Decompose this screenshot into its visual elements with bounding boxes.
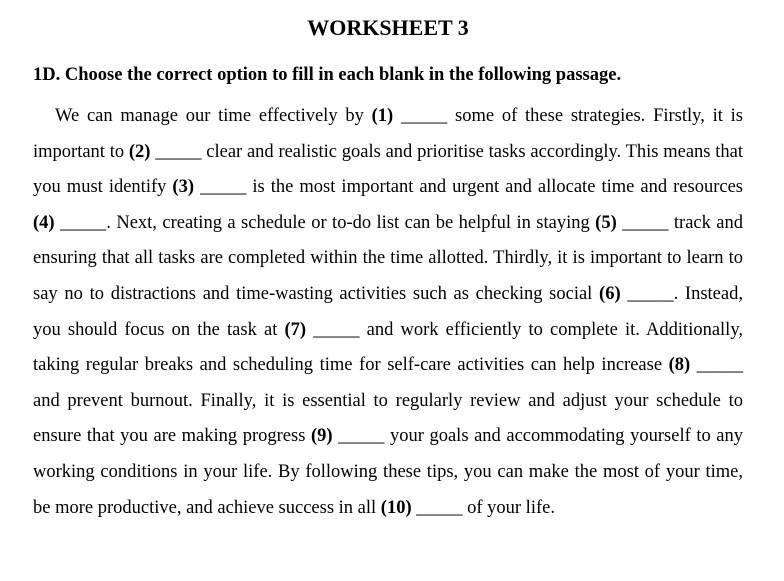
passage-text: We can manage our time effectively by [55,106,372,126]
passage-text: some of these strategies. Firstly, it is important to [33,106,743,162]
blank-line: _____ [200,177,247,198]
blank-number: (6) [599,283,621,304]
passage-text: and prevent burnout. Finally, it is essential to regularly review and adjust your schedule to ensure that you are making progress [33,390,743,447]
blank-number: (10) [380,497,412,518]
blank-number: (1) [371,106,394,126]
passage-text: clear and realistic goals and prioritise tasks accordingly. This means that you must identify [33,141,744,198]
passage-text: your goals and accommodating yourself to any working conditions in your life. By following these tips, you can make the most of your time, be more productive, and achieve success in all [33,426,743,518]
passage-text: and work efficiently to complete it. Additionally, taking regular breaks and scheduling time for self-care activities can help increase [33,319,743,376]
blank-number: (2) [128,141,151,162]
blank-line: _____ [60,212,107,233]
blank-number: (3) [172,177,194,198]
passage-text: track and ensuring that all tasks are completed within the time allotted. Thirdly, it is important to learn to say no to distractions and time-wasting activities such as checking social [33,212,744,304]
blank-line: _____ [696,355,744,376]
blank-number: (4) [33,212,55,233]
passage [33,99,743,526]
blank-number: (5) [595,212,617,233]
blank-line: _____ [155,141,202,162]
blank-line: _____ [338,426,385,447]
blank-number: (7) [284,319,307,340]
blank-line: _____ [313,319,360,340]
passage-text: . Next, creating a schedule or to-do list can be helpful in staying [106,212,596,233]
passage-text: . Instead, you should focus on the task at [33,283,743,340]
passage-text: of your life. [462,497,555,518]
blank-line: _____ [416,497,463,518]
blank-number: (8) [668,355,691,376]
blank-line: _____ [627,283,674,304]
blank-line: _____ [400,106,448,126]
blank-number: (9) [311,426,333,447]
passage-text: is the most important and urgent and allocate time and resources [246,177,744,198]
worksheet-title: WORKSHEET 3 [307,15,469,40]
exercise-instruction: 1D. Choose the correct option to fill in each blank in the following passage. [33,65,622,85]
blank-line: _____ [622,212,669,233]
